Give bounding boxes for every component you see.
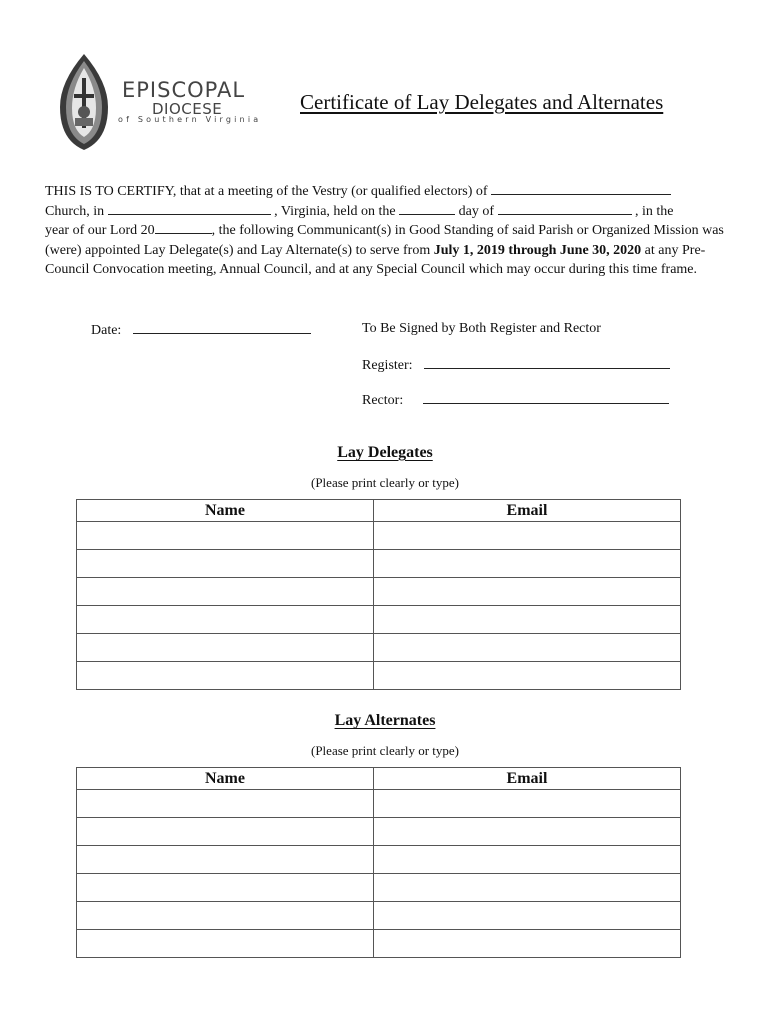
alternate-name-cell[interactable] — [77, 818, 374, 846]
table-row — [77, 522, 681, 550]
rector-signature-field[interactable] — [423, 391, 669, 404]
cert-text-6: year of our Lord 20 — [45, 223, 155, 238]
alternate-name-cell[interactable] — [77, 930, 374, 958]
delegate-email-cell[interactable] — [374, 550, 681, 578]
date-label: Date: — [91, 323, 122, 338]
table-row — [77, 818, 681, 846]
table-row — [77, 874, 681, 902]
lay-delegates-heading: Lay Delegates — [337, 444, 433, 461]
email-column-header: Email — [374, 768, 681, 790]
table-row — [77, 662, 681, 690]
table-row — [77, 930, 681, 958]
certification-paragraph — [45, 182, 725, 280]
cert-text-9: at any Pre-Council Convocation meeting, Annual Council, and at any Special Council which may occur during this time frame. — [45, 242, 706, 277]
table-header-row — [77, 768, 681, 790]
cert-text-5: , in the — [635, 203, 674, 219]
meeting-day-blank[interactable] — [399, 202, 455, 215]
diocese-seal-icon — [56, 52, 112, 152]
delegate-name-cell[interactable] — [77, 522, 374, 550]
alternate-name-cell[interactable] — [77, 874, 374, 902]
logo-wordmark-episcopal: EPISCOPAL — [122, 78, 246, 102]
lay-delegates-note: (Please print clearly or type) — [311, 475, 459, 490]
lay-alternates-table — [76, 767, 681, 958]
alternate-name-cell[interactable] — [77, 902, 374, 930]
alternate-email-cell[interactable] — [374, 818, 681, 846]
cert-text-4: day of — [458, 203, 495, 219]
rector-label: Rector: — [362, 393, 404, 408]
delegate-name-cell[interactable] — [77, 578, 374, 606]
cert-text-1: THIS IS TO CERTIFY, that at a meeting of the Vestry (or qualified electors) of — [45, 184, 488, 199]
delegate-email-cell[interactable] — [374, 606, 681, 634]
table-row — [77, 902, 681, 930]
city-blank[interactable] — [108, 202, 271, 215]
signature-instruction: To Be Signed by Both Register and Rector — [362, 321, 601, 336]
delegate-name-cell[interactable] — [77, 606, 374, 634]
rector-line — [362, 391, 669, 409]
table-row — [77, 846, 681, 874]
table-row — [77, 790, 681, 818]
logo-wordmark-region: of Southern Virginia — [118, 115, 262, 124]
delegate-email-cell[interactable] — [374, 662, 681, 690]
table-row — [77, 550, 681, 578]
alternate-email-cell[interactable] — [374, 930, 681, 958]
delegate-email-cell[interactable] — [374, 634, 681, 662]
table-row — [77, 606, 681, 634]
year-blank[interactable] — [155, 221, 212, 234]
meeting-month-blank[interactable] — [498, 202, 632, 215]
name-column-header: Name — [77, 500, 374, 522]
term-dates: July 1, 2019 through June 30, 2020 — [433, 242, 642, 258]
logo-wordmark-diocese: DIOCESE — [152, 100, 223, 118]
alternate-email-cell[interactable] — [374, 874, 681, 902]
lay-delegates-table — [76, 499, 681, 690]
delegate-email-cell[interactable] — [374, 578, 681, 606]
table-row — [77, 634, 681, 662]
email-column-header: Email — [374, 500, 681, 522]
register-line — [362, 356, 670, 374]
page-title: Certificate of Lay Delegates and Alternates — [300, 90, 664, 114]
cert-text-7: , the following Communicant(s) in Good Standing of said Parish or Organized Mission was (were) appointed Lay Delegate(s) and Lay Alternate(s) to serve from — [45, 223, 724, 258]
table-row — [77, 578, 681, 606]
name-column-header: Name — [77, 768, 374, 790]
date-line — [91, 321, 311, 339]
delegate-name-cell[interactable] — [77, 634, 374, 662]
cert-text-3: , Virginia, held on the — [274, 203, 396, 219]
alternate-name-cell[interactable] — [77, 846, 374, 874]
table-header-row — [77, 500, 681, 522]
diocese-logo — [56, 52, 266, 156]
cert-text-2: Church, in — [45, 203, 105, 219]
alternate-email-cell[interactable] — [374, 846, 681, 874]
alternate-email-cell[interactable] — [374, 790, 681, 818]
lay-alternates-heading: Lay Alternates — [334, 712, 436, 729]
delegate-name-cell[interactable] — [77, 662, 374, 690]
date-field[interactable] — [133, 321, 311, 334]
alternate-name-cell[interactable] — [77, 790, 374, 818]
register-signature-field[interactable] — [424, 356, 670, 369]
delegate-email-cell[interactable] — [374, 522, 681, 550]
register-label: Register: — [362, 358, 413, 373]
lay-alternates-note: (Please print clearly or type) — [311, 743, 459, 758]
alternate-email-cell[interactable] — [374, 902, 681, 930]
vestry-blank[interactable] — [491, 182, 671, 195]
delegate-name-cell[interactable] — [77, 550, 374, 578]
